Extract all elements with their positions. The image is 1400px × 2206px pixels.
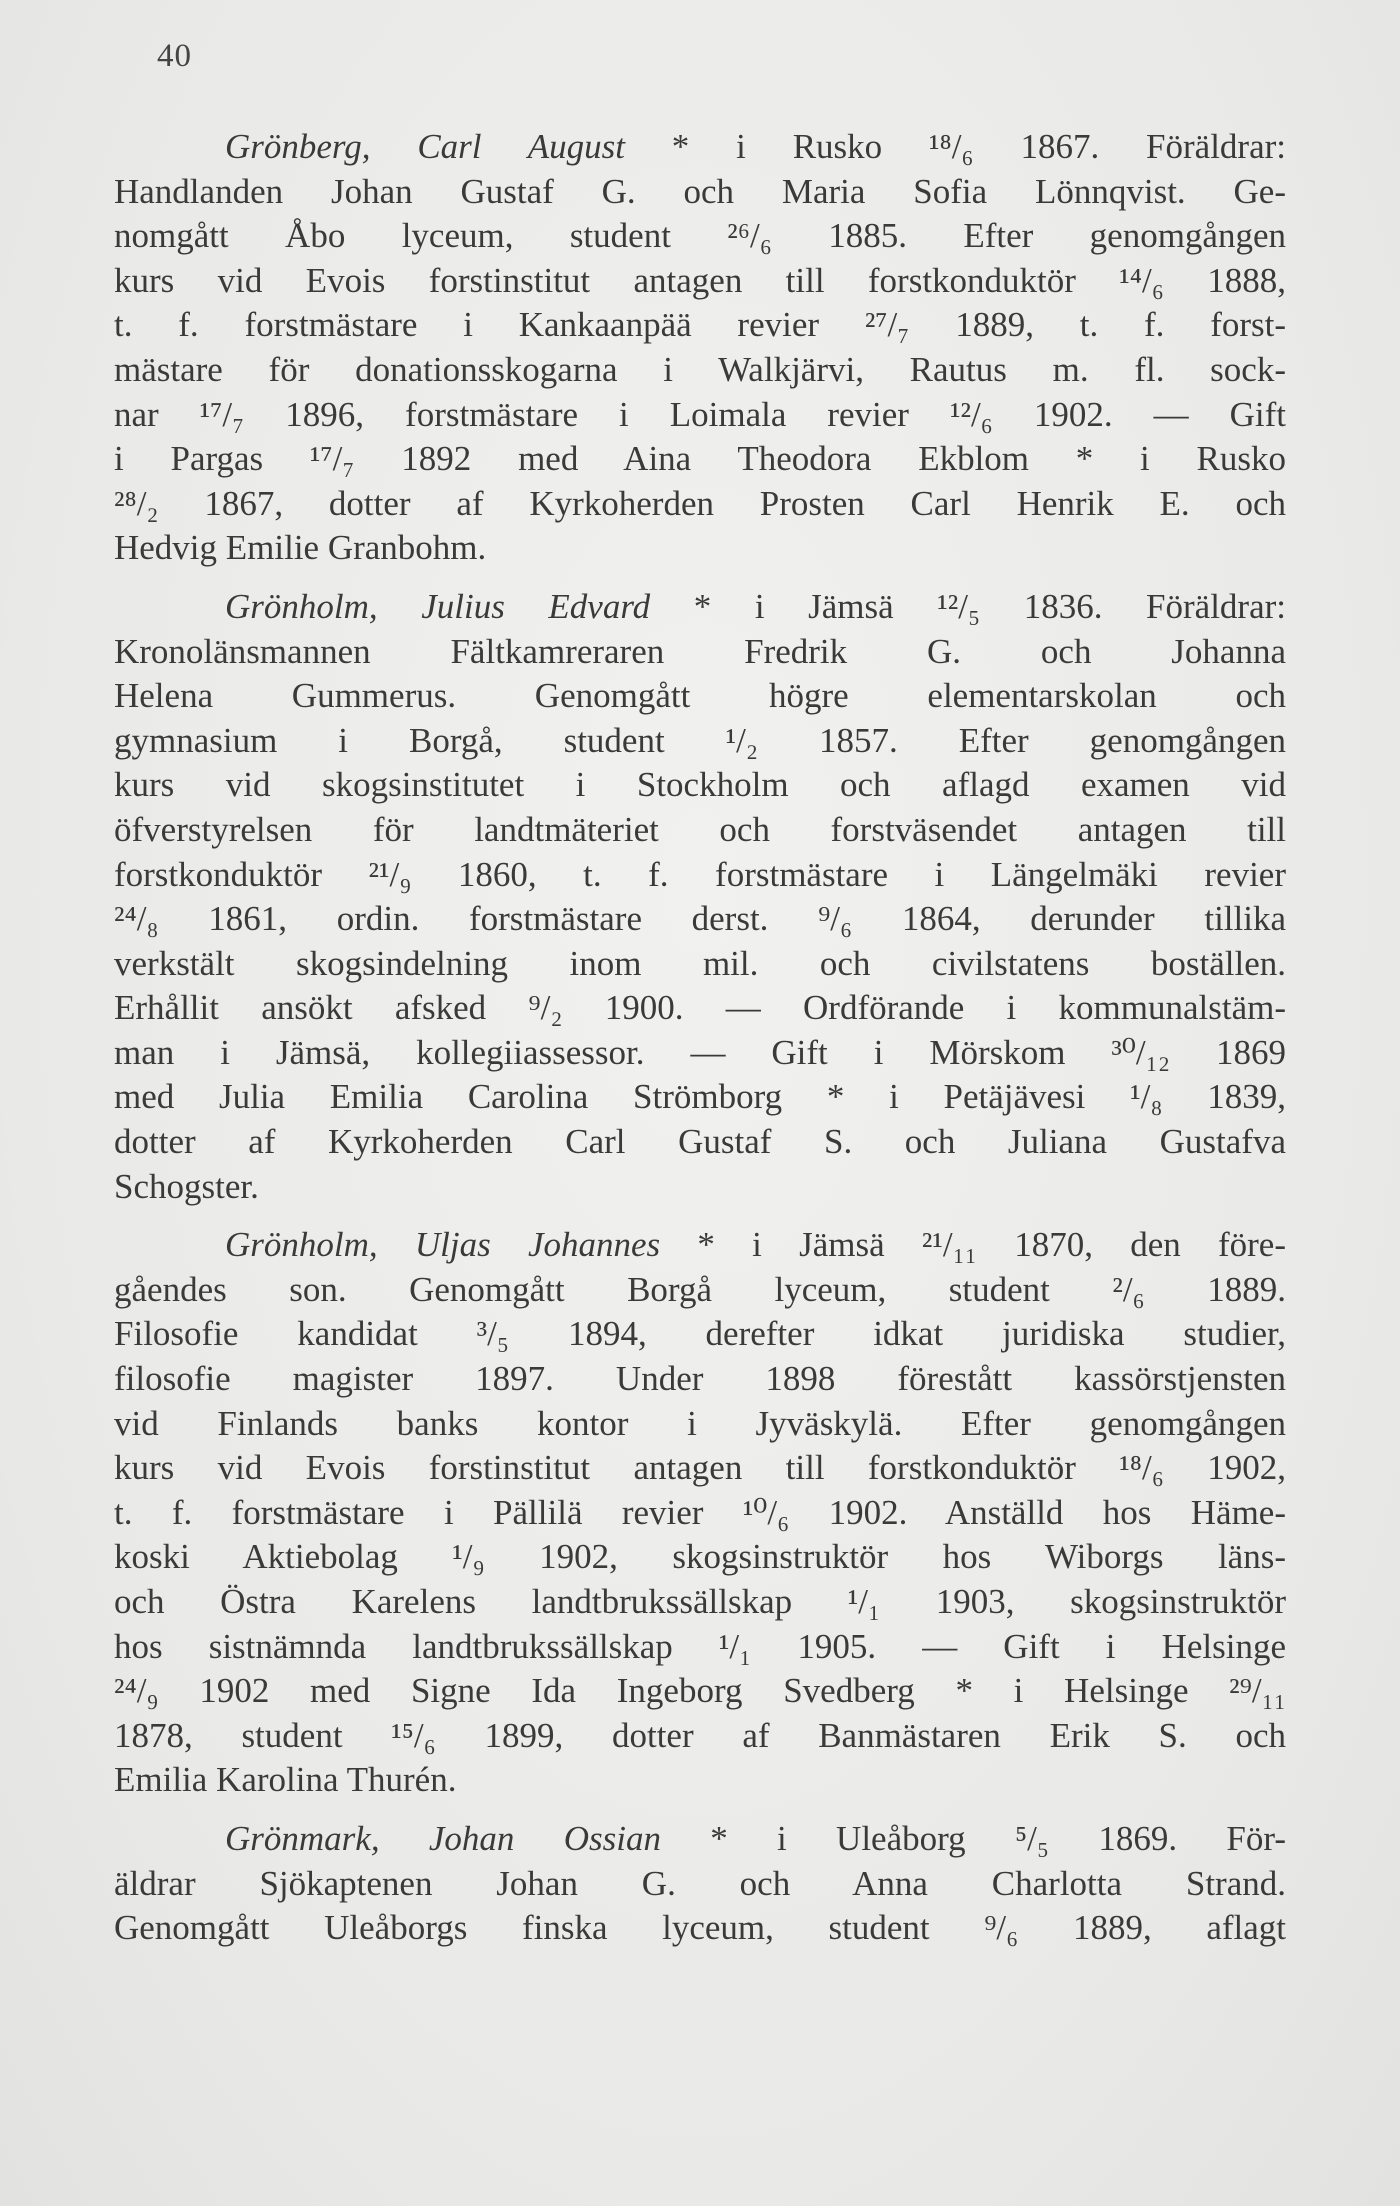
entry-line: nomgått Åbo lyceum, student ²⁶/₆ 1885. Efter genomgången: [114, 216, 1286, 256]
entry-gronmark-johan-ossian: [114, 1817, 1286, 1951]
entry-line: Grönberg, Carl August * i Rusko ¹⁸/₆ 1867. Föräldrar:: [225, 127, 1286, 166]
entry-gronholm-uljas-johannes: [114, 1223, 1286, 1803]
entry-line: ²⁴/₈ 1861, ordin. forstmästare derst. ⁹/₆ 1864, derunder tillika: [114, 899, 1286, 939]
entry-line: verkstält skogsindelning inom mil. och civilstatens boställen.: [114, 943, 1286, 983]
entry-line: t. f. forstmästare i Pällilä revier ¹⁰/₆ 1902. Anställd hos Häme-: [114, 1492, 1286, 1532]
entry-line: Emilia Karolina Thurén.: [114, 1760, 457, 1800]
entry-line: t. f. forstmästare i Kankaanpää revier ²⁷/₇ 1889, t. f. forst-: [114, 305, 1286, 345]
entry-line: äldrar Sjökaptenen Johan G. och Anna Charlotta Strand.: [114, 1863, 1286, 1903]
entry-line: och Östra Karelens landtbrukssällskap ¹/₁ 1903, skogsinstruktör: [114, 1582, 1286, 1621]
text-block: [114, 125, 1286, 1951]
entry-line: Filosofie kandidat ³/₅ 1894, derefter idkat juridiska studier,: [114, 1314, 1286, 1354]
entry-line: dotter af Kyrkoherden Carl Gustaf S. och Juliana Gustafva: [114, 1122, 1286, 1162]
entry-line: gymnasium i Borgå, student ¹/₂ 1857. Efter genomgången: [114, 720, 1286, 760]
entry-gronberg-carl-august: [114, 125, 1286, 571]
entry-line: ²⁴/₉ 1902 med Signe Ida Ingeborg Svedberg * i Helsinge ²⁹/₁₁: [114, 1671, 1286, 1711]
entry-line: Grönholm, Julius Edvard * i Jämsä ¹²/₅ 1836. Föräldrar:: [225, 586, 1286, 626]
entry-line: mästare för donationsskogarna i Walkjärvi, Rautus m. fl. sock-: [114, 349, 1286, 389]
entry-line: hos sistnämnda landtbrukssällskap ¹/₁ 1905. — Gift i Helsinge: [114, 1626, 1286, 1666]
entry-line: Grönmark, Johan Ossian * i Uleåborg ⁵/₅ 1869. För-: [225, 1818, 1286, 1858]
entry-line: kurs vid Evois forstinstitut antagen till forstkonduktör ¹⁸/₆ 1902,: [114, 1448, 1286, 1488]
entry-line: Handlanden Johan Gustaf G. och Maria Sofia Lönnqvist. Ge-: [114, 171, 1286, 211]
entry-line: man i Jämsä, kollegiiassessor. — Gift i Mörskom ³⁰/₁₂ 1869: [114, 1032, 1286, 1072]
entry-name: Grönberg, Carl August: [225, 127, 625, 166]
entry-line: ²⁸/₂ 1867, dotter af Kyrkoherden Prosten Carl Henrik E. och: [114, 483, 1286, 523]
entry-line: Kronolänsmannen Fältkamreraren Fredrik G. och Johanna: [114, 631, 1286, 671]
entry-line: nar ¹⁷/₇ 1896, forstmästare i Loimala revier ¹²/₆ 1902. — Gift: [114, 394, 1286, 434]
entry-line: Helena Gummerus. Genomgått högre elementarskolan och: [114, 676, 1286, 716]
entry-line: Grönholm, Uljas Johannes * i Jämsä ²¹/₁₁ 1870, den före-: [225, 1225, 1286, 1265]
entry-gronholm-julius-edvard: [114, 585, 1286, 1209]
entry-name: Grönholm, Julius Edvard: [225, 586, 651, 626]
entry-line: koski Aktiebolag ¹/₉ 1902, skogsinstruktör hos Wiborgs läns-: [114, 1537, 1286, 1577]
entry-line: öfverstyrelsen för landtmäteriet och forstväsendet antagen till: [114, 809, 1286, 849]
entry-line: Erhållit ansökt afsked ⁹/₂ 1900. — Ordförande i kommunalstäm-: [114, 988, 1286, 1028]
entry-line: kurs vid skogsinstitutet i Stockholm och aflagd examen vid: [114, 765, 1286, 805]
entry-name: Grönmark, Johan Ossian: [225, 1818, 661, 1858]
entry-line: i Pargas ¹⁷/₇ 1892 med Aina Theodora Ekblom * i Rusko: [114, 439, 1286, 479]
entry-line: 1878, student ¹⁵/₆ 1899, dotter af Banmästaren Erik S. och: [114, 1715, 1286, 1755]
entry-line: Genomgått Uleåborgs finska lyceum, student ⁹/₆ 1889, aflagt: [114, 1908, 1286, 1948]
entry-line: filosofie magister 1897. Under 1898 förestått kassörstjensten: [114, 1359, 1286, 1399]
entry-line: kurs vid Evois forstinstitut antagen till forstkonduktör ¹⁴/₆ 1888,: [114, 260, 1286, 300]
entry-line: vid Finlands banks kontor i Jyväskylä. Efter genomgången: [114, 1403, 1286, 1443]
entry-line: gåendes son. Genomgått Borgå lyceum, student ²/₆ 1889.: [114, 1269, 1286, 1309]
entry-line: Schogster.: [114, 1166, 259, 1206]
entry-line: med Julia Emilia Carolina Strömborg * i Petäjävesi ¹/₈ 1839,: [114, 1077, 1286, 1117]
entry-name: Grönholm, Uljas Johannes: [225, 1225, 661, 1265]
entry-line: forstkonduktör ²¹/₉ 1860, t. f. forstmästare i Längelmäki revier: [114, 854, 1286, 894]
entry-line: Hedvig Emilie Granbohm.: [114, 528, 487, 568]
page-number: 40: [157, 38, 192, 74]
